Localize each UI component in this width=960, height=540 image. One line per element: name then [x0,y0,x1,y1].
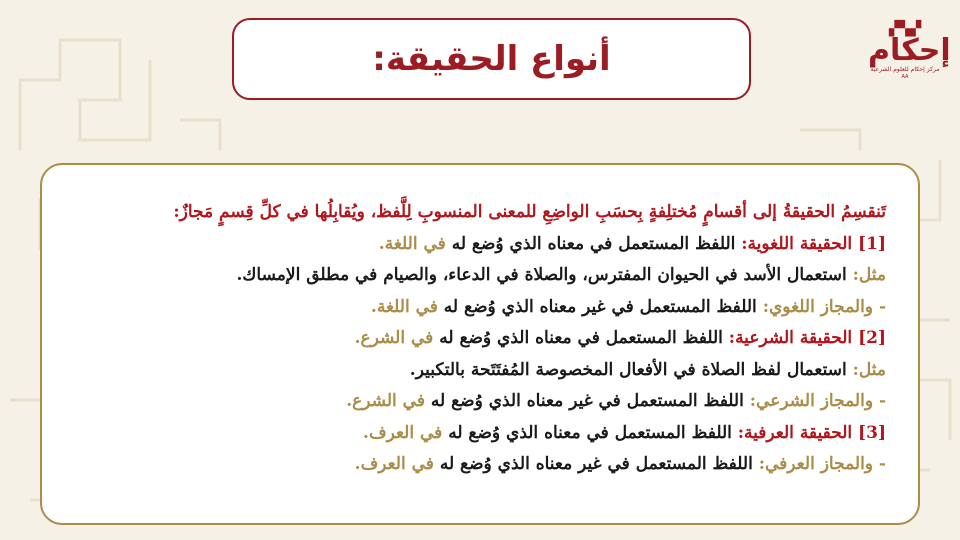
line-text: استعمال الأسد في الحيوان المفترس، والصلاة في الدعاء، والصيام في مطلق الإمساك. [236,265,853,285]
line-suffix: في العرف. [363,422,443,443]
line-label: - والمجاز اللغوي: [762,296,886,317]
logo-subtitle: مركز إحكام للعلوم الشرعية [870,66,940,73]
line-suffix: في الشرع. [354,328,434,348]
logo [868,21,951,94]
line-suffix: في اللغة. [370,296,438,317]
line-text: اللفظ المستعمل في معناه الذي وُضع له [433,328,729,348]
line-text: اللفظ المستعمل في معناه الذي وُضع له [445,233,742,254]
logo-emblem-icon: ▞▚▞ [888,21,922,37]
line-label: - والمجاز العرفي: [758,454,886,474]
content-line [66,386,886,418]
line-label: مثل: [852,359,886,380]
page-title: أنواع الحقيقة: [372,39,611,79]
logo-name: إحكام [868,33,951,68]
content-line [66,323,886,355]
content-line [66,229,886,261]
logo-number: AA [901,74,909,80]
line-text: اللفظ المستعمل في غير معناه الذي وُضع له [433,454,759,474]
content-lines [66,197,886,481]
line-text: استعمال لفظ الصلاة في الأفعال المخصوصة المُفتَتَحة بالتكبير. [409,359,853,380]
line-text: تَنقسِمُ الحقيقةُ إلى أقسامٍ مُختلِفةٍ بِحسَبِ الواضِعِ للمعنى المنسوبِ لِلَّفظ، ويُقابِلُها في كلِّ قِسمٍ مَجازٌ: [173,202,886,222]
line-suffix: في اللغة. [378,233,446,254]
line-suffix: في العرف. [354,454,434,474]
content-box [40,163,920,525]
line-label: - والمجاز الشرعي: [749,391,886,411]
content-line [66,449,886,481]
content-line [66,418,886,450]
line-label: [1] الحقيقة اللغوية: [741,233,886,254]
line-label: [3] الحقيقة العرفية: [737,422,886,443]
line-text: اللفظ المستعمل في غير معناه الذي وُضع له [424,391,750,411]
line-label: مثل: [852,265,886,285]
content-line [66,292,886,324]
content-line [66,260,886,292]
line-text: اللفظ المستعمل في غير معناه الذي وُضع له [437,296,763,317]
title-box [232,18,751,100]
line-label: [2] الحقيقة الشرعية: [728,328,886,348]
content-line [66,355,886,387]
line-suffix: في الشرع. [346,391,425,411]
line-text: اللفظ المستعمل في معناه الذي وُضع له [442,422,738,443]
intro-line [66,197,886,229]
